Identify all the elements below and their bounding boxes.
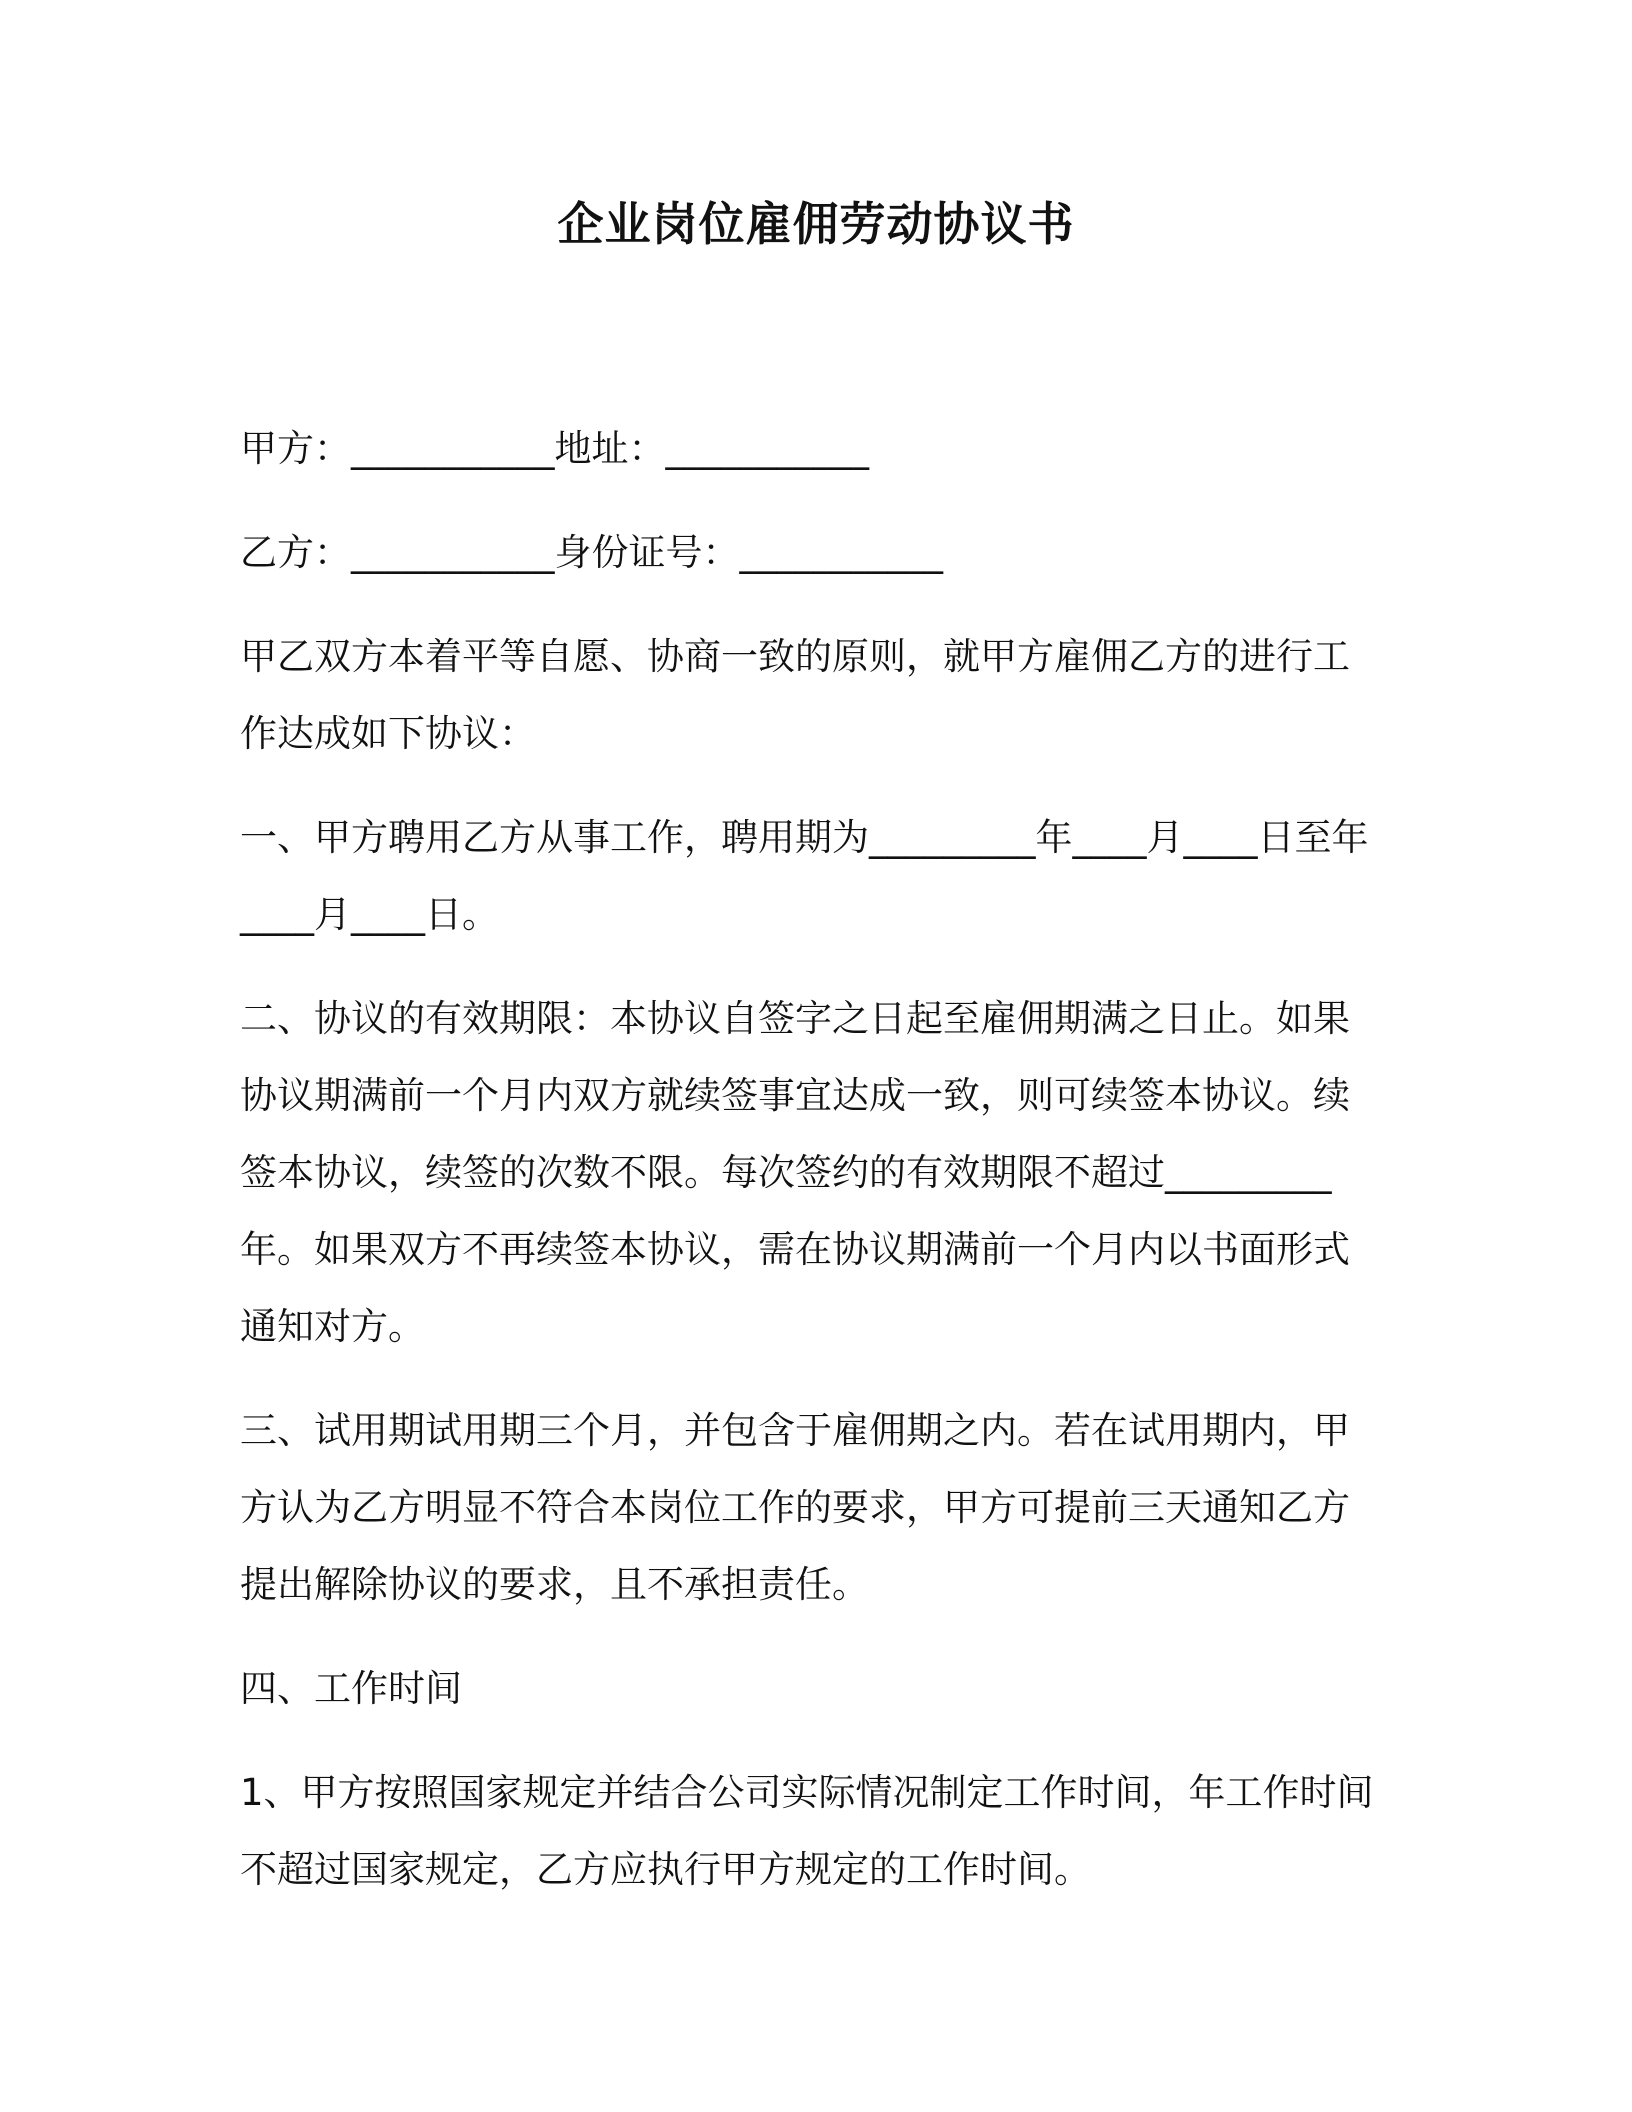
party-a-line: 甲方：___________地址：___________	[240, 427, 869, 470]
party-b-line: 乙方：___________身份证号：___________	[240, 531, 943, 574]
preamble-paragraph: 甲乙双方本着平等自愿、协商一致的原则，就甲方雇佣乙方的进行工作达成如下协议：	[240, 635, 1350, 755]
clause-4-heading: 四、工作时间	[240, 1667, 462, 1710]
clause-4-item-1: 1、甲方按照国家规定并结合公司实际情况制定工作时间，年工作时间不超过国家规定，乙方应执行甲方规定的工作时间。	[240, 1771, 1374, 1891]
clause-1-employment-period: 一、甲方聘用乙方从事工作，聘用期为_________年____月____日至年____月____日。	[240, 816, 1369, 936]
clause-3-probation: 三、试用期试用期三个月，并包含于雇佣期之内。若在试用期内，甲方认为乙方明显不符合本岗位工作的要求，甲方可提前三天通知乙方提出解除协议的要求，且不承担责任。	[240, 1409, 1350, 1606]
clause-2-validity-period: 二、协议的有效期限：本协议自签字之日起至雇佣期满之日止。如果协议期满前一个月内双方就续签事宜达成一致，则可续签本协议。续签本协议，续签的次数不限。每次签约的有效期限不超过_________年。如果双方不再续签本协议，需在协议期满前一个月内以书面形式通知对方。	[240, 997, 1350, 1348]
document-title: 企业岗位雇佣劳动协议书	[557, 197, 1075, 251]
document-body	[240, 410, 1380, 1935]
